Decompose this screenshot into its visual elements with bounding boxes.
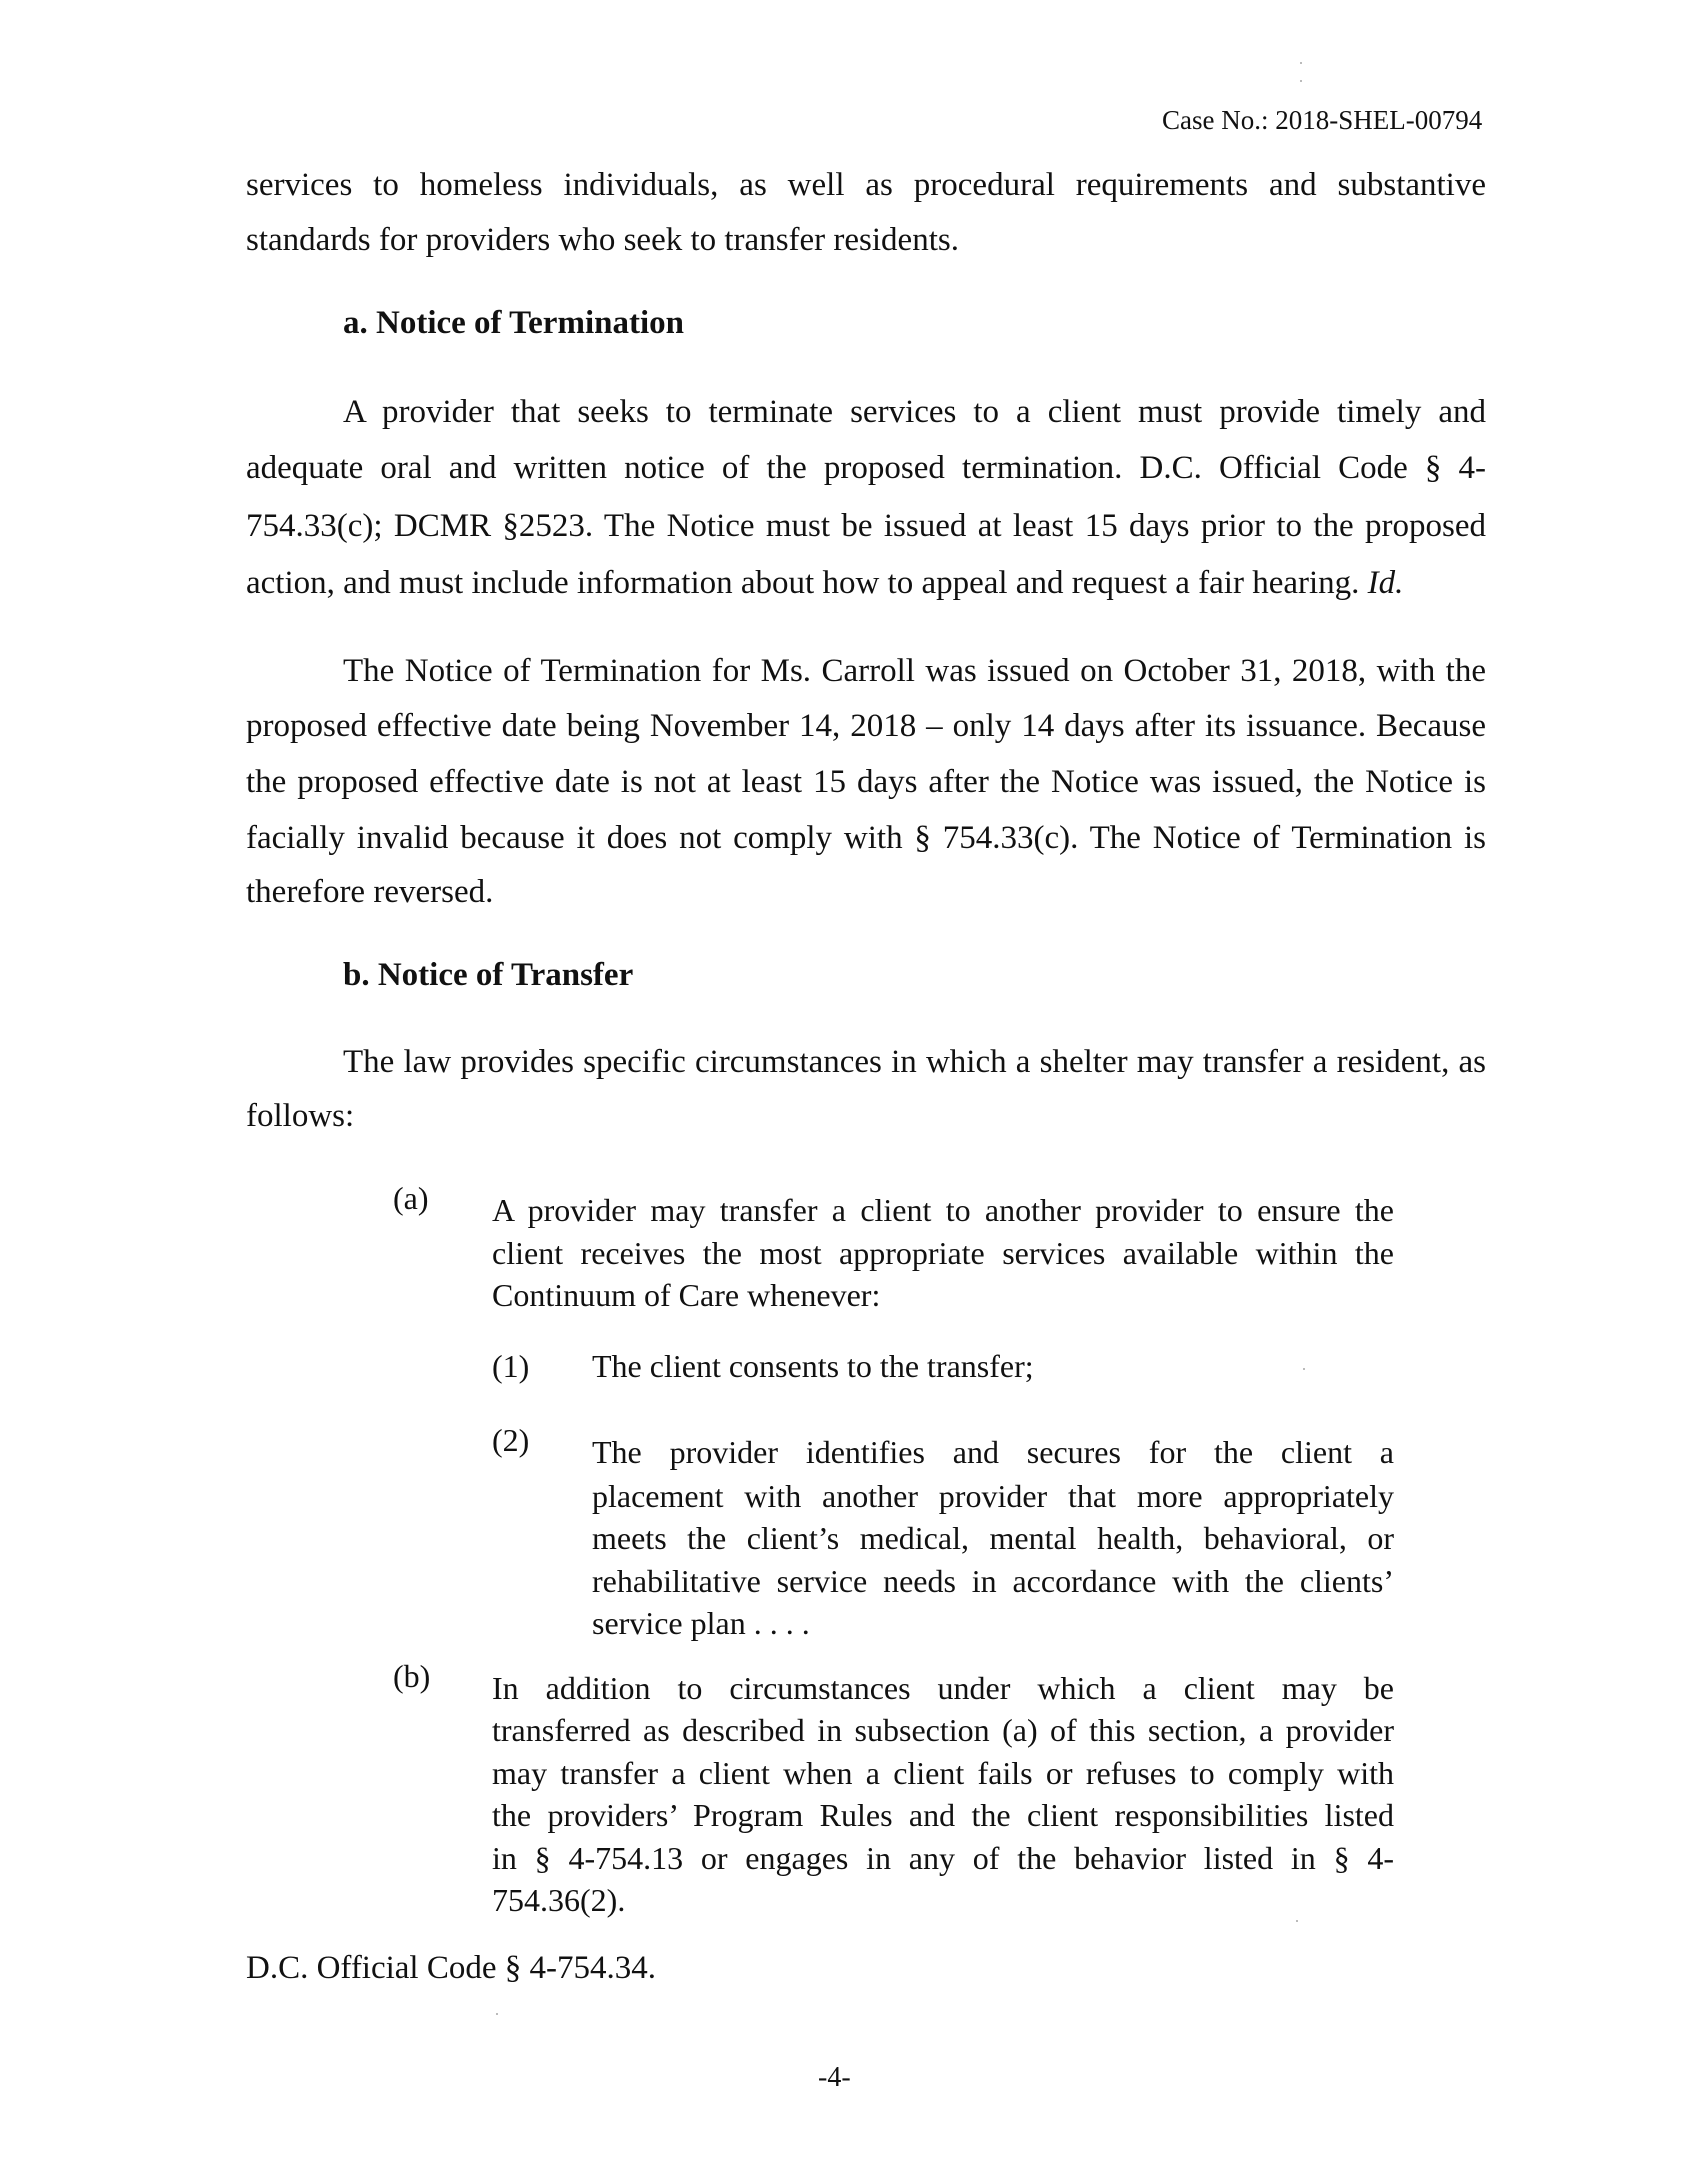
scan-speck: [1296, 1920, 1298, 1922]
quote-a2-line-1: The provider identifies and secures for the client a: [592, 1434, 1394, 1470]
quote-b-label: (b): [393, 1658, 431, 1694]
quote-a2-line-5: service plan . . . .: [592, 1605, 810, 1641]
section-b-intro-line-2: follows:: [246, 1098, 355, 1134]
scan-speck: [1300, 62, 1302, 64]
intro-line-1: services to homeless individuals, as well as procedural requirements and substantive: [246, 167, 1486, 203]
id-citation: Id.: [1367, 565, 1404, 601]
quote-b-line-4: the providers’ Program Rules and the client responsibilities listed: [492, 1797, 1394, 1833]
quote-b-line-3: may transfer a client when a client fails or refuses to comply with: [492, 1755, 1394, 1791]
quote-a-label: (a): [393, 1180, 429, 1216]
quote-a2-line-2: placement with another provider that more appropriately: [592, 1478, 1394, 1514]
quote-a1-line-1: The client consents to the transfer;: [592, 1348, 1034, 1384]
quote-b-line-5: in § 4-754.13 or engages in any of the behavior listed in § 4-: [492, 1840, 1394, 1876]
section-a-p2-line-5: therefore reversed.: [246, 874, 494, 910]
quote-a2-line-3: meets the client’s medical, mental health, behavioral, or: [592, 1520, 1394, 1556]
page-number: -4-: [818, 2062, 851, 2093]
quote-a1-label: (1): [492, 1348, 530, 1384]
section-a-p2-line-1: The Notice of Termination for Ms. Carroll was issued on October 31, 2018, with the: [343, 653, 1486, 689]
quote-a-line-2: client receives the most appropriate services available within the: [492, 1235, 1394, 1271]
section-a-p1-line-1: A provider that seeks to terminate services to a client must provide timely and: [343, 394, 1486, 430]
section-a-p2-line-4: facially invalid because it does not comply with § 754.33(c). The Notice of Termination is: [246, 820, 1486, 856]
section-a-p2-line-3: the proposed effective date is not at least 15 days after the Notice was issued, the Notice is: [246, 764, 1486, 800]
section-b-heading: b. Notice of Transfer: [343, 957, 634, 993]
quote-a2-line-4: rehabilitative service needs in accordance with the clients’: [592, 1563, 1394, 1599]
intro-line-2: standards for providers who seek to transfer residents.: [246, 222, 959, 258]
section-a-p2-line-2: proposed effective date being November 14, 2018 – only 14 days after its issuance. Because: [246, 708, 1486, 744]
scan-speck: [496, 2013, 498, 2015]
scan-speck: [1300, 80, 1302, 82]
quote-a-line-1: A provider may transfer a client to another provider to ensure the: [492, 1192, 1394, 1228]
quote-b-line-6: 754.36(2).: [492, 1882, 626, 1918]
section-a-p1-line-4-text: action, and must include information about how to appeal and request a fair hearing.: [246, 565, 1360, 601]
quote-a2-label: (2): [492, 1422, 530, 1458]
case-number: Case No.: 2018-SHEL-00794: [1162, 105, 1483, 135]
statute-citation: D.C. Official Code § 4-754.34.: [246, 1950, 657, 1986]
quote-b-line-2: transferred as described in subsection (a) of this section, a provider: [492, 1712, 1394, 1748]
section-a-p1-line-4: [246, 563, 1403, 603]
quote-a-line-3: Continuum of Care whenever:: [492, 1277, 881, 1313]
section-b-intro-line-1: The law provides specific circumstances in which a shelter may transfer a resident, as: [343, 1044, 1486, 1080]
section-a-p1-line-2: adequate oral and written notice of the proposed termination. D.C. Official Code § 4-: [246, 450, 1486, 486]
scan-speck: [1303, 1368, 1305, 1370]
quote-b-line-1: In addition to circumstances under which a client may be: [492, 1670, 1394, 1706]
section-a-p1-line-3: 754.33(c); DCMR §2523. The Notice must be issued at least 15 days prior to the proposed: [246, 508, 1486, 544]
section-a-heading: a. Notice of Termination: [343, 305, 684, 341]
